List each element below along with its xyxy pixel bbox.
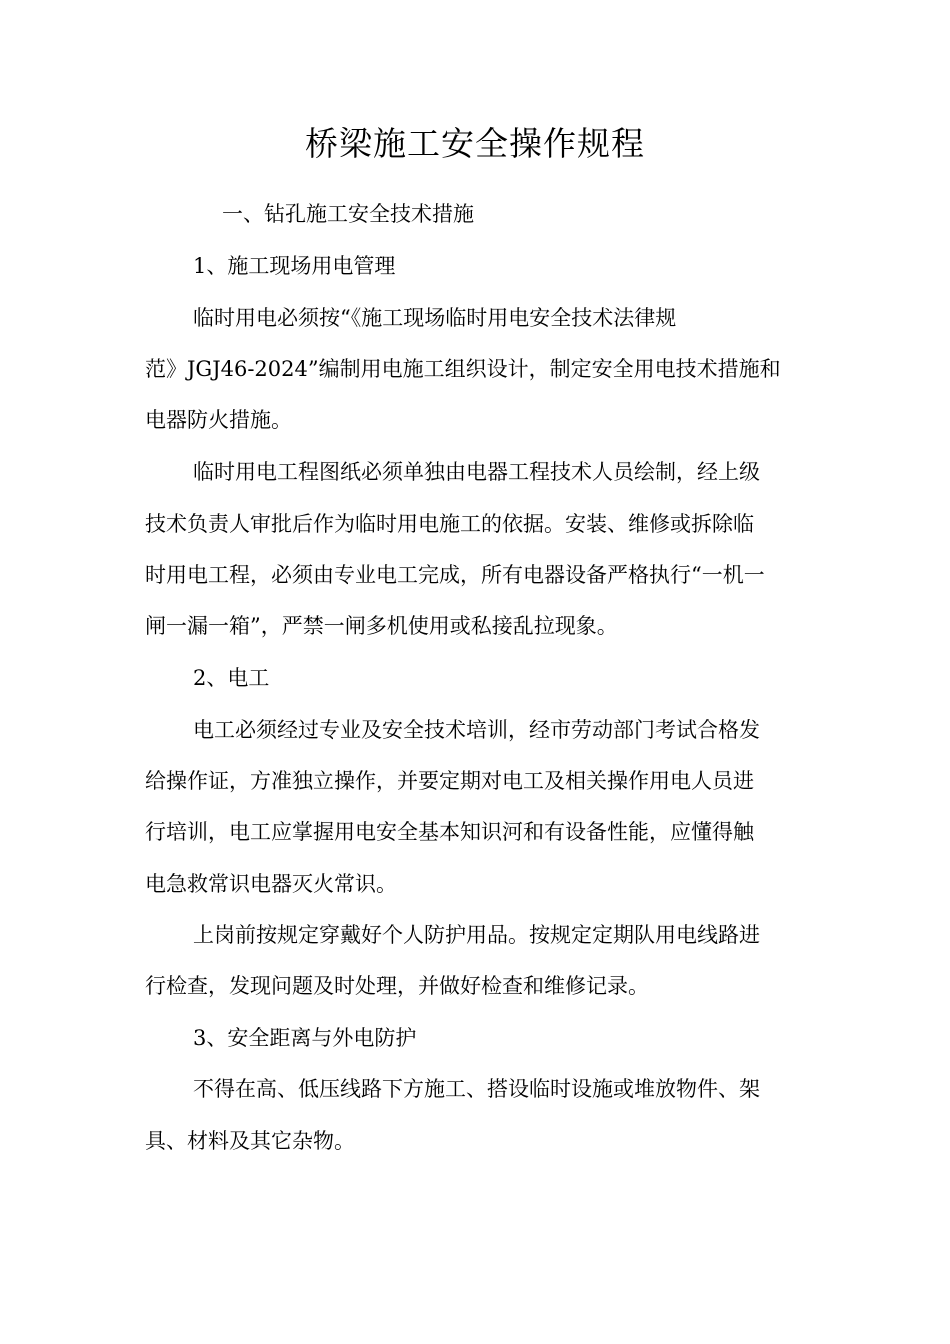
document-title: 桥梁施工安全操作规程 bbox=[305, 124, 645, 163]
paragraph-line: 闸一漏一箱”，严禁一闸多机使用或私接乱拉现象。 bbox=[145, 614, 618, 638]
paragraph-line: 具、材料及其它杂物。 bbox=[145, 1129, 355, 1153]
subsection-heading-1: 1、施工现场用电管理 bbox=[193, 254, 396, 278]
paragraph-line: 不得在高、低压线路下方施工、搭设临时设施或堆放物件、架 bbox=[193, 1077, 760, 1101]
paragraph-line: 电急救常识电器灭火常识。 bbox=[145, 872, 397, 896]
paragraph-line: 技术负责人审批后作为临时用电施工的依据。安装、维修或拆除临 bbox=[145, 512, 754, 536]
paragraph-line: 临时用电必须按“《施工现场临时用电安全技术法律规 bbox=[193, 306, 677, 330]
paragraph-line: 行检查，发现问题及时处理，并做好检查和维修记录。 bbox=[145, 974, 649, 998]
paragraph-line: 给操作证，方准独立操作，并要定期对电工及相关操作用电人员进 bbox=[145, 769, 754, 793]
paragraph-line: 范》JGJ46-2024”编制用电施工组织设计，制定安全用电技术措施和 bbox=[145, 357, 781, 381]
paragraph-line: 电工必须经过专业及安全技术培训，经市劳动部门考试合格发 bbox=[193, 718, 760, 742]
subsection-heading-3: 3、安全距离与外电防护 bbox=[193, 1026, 417, 1050]
paragraph-line: 电器防火措施。 bbox=[145, 408, 292, 432]
paragraph-line: 临时用电工程图纸必须单独由电器工程技术人员绘制，经上级 bbox=[193, 460, 760, 484]
paragraph-line: 行培训，电工应掌握用电安全基本知识河和有设备性能，应懂得触 bbox=[145, 820, 754, 844]
paragraph-line: 时用电工程，必须由专业电工完成，所有电器设备严格执行“一机一 bbox=[145, 563, 765, 587]
paragraph-line: 上岗前按规定穿戴好个人防护用品。按规定定期队用电线路进 bbox=[193, 923, 760, 947]
subsection-heading-2: 2、电工 bbox=[193, 666, 270, 690]
section-heading-1: 一、钻孔施工安全技术措施 bbox=[222, 202, 474, 226]
